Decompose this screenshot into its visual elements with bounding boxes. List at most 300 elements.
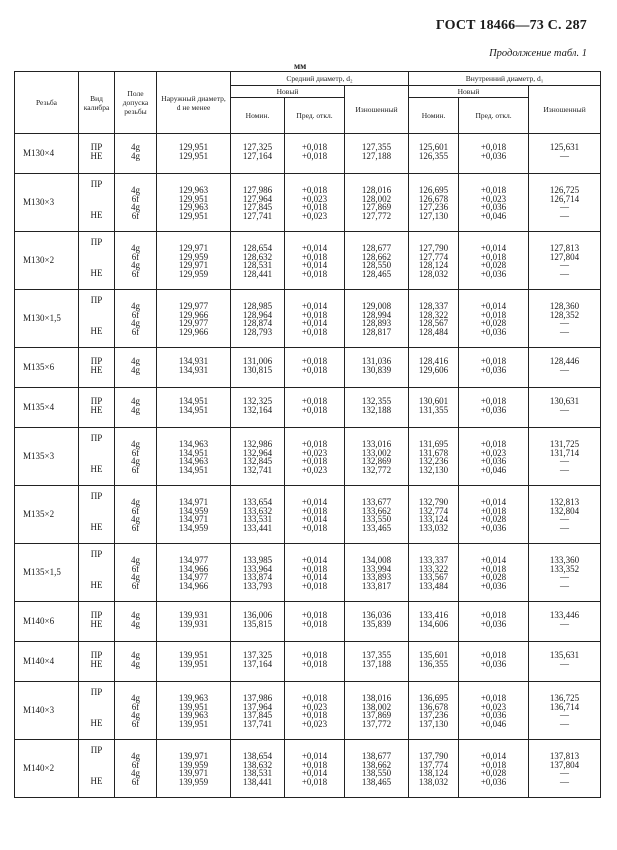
pitch-worn-cell (345, 682, 409, 740)
inner-worn-value: 133,360 (549, 555, 580, 565)
inner-worn-value: — (560, 364, 570, 375)
pitch-deviation-value: +0,018 (301, 580, 328, 591)
pitch-nominal-value: 133,531 (242, 514, 273, 524)
inner-worn-value: — (560, 514, 570, 524)
pitch-worn-value: 133,465 (361, 522, 392, 533)
pitch-nominal-value: 128,654 (242, 243, 273, 253)
pitch-nominal-value: 137,986 (242, 693, 273, 703)
gauge-type: ПР (90, 396, 103, 406)
inner-worn-cell (529, 428, 601, 486)
inner-worn-cell (529, 388, 601, 428)
tolerance-value: 6f (131, 268, 140, 279)
pitch-nominal-value: 133,874 (242, 572, 273, 582)
pitch-nominal-cell (231, 134, 285, 174)
inner-deviation-value: +0,014 (480, 301, 507, 311)
inner-worn-value: 131,714 (549, 447, 580, 458)
pitch-worn-value: 133,002 (361, 447, 392, 458)
inner-worn-value: — (560, 202, 570, 212)
pitch-nominal-value: 132,986 (242, 439, 273, 449)
inner-deviation-value: +0,014 (480, 555, 507, 565)
pitch-nominal-value: 133,985 (242, 555, 273, 565)
pitch-worn-value: 128,002 (361, 193, 392, 204)
pitch-nominal-value: 137,164 (242, 658, 273, 669)
outer-diameter-value: 139,951 (178, 658, 209, 669)
inner-worn-value: 132,813 (549, 497, 580, 507)
tolerance-value: 4g (131, 301, 140, 311)
inner-nominal-cell (409, 290, 459, 348)
gauge-type: ПР (90, 687, 103, 697)
pitch-worn-value: 135,839 (361, 618, 392, 629)
inner-nominal-value: 132,790 (418, 497, 449, 507)
pitch-worn-cell (345, 740, 409, 798)
inner-worn-cell (529, 290, 601, 348)
outer-diameter-value: 129,966 (178, 309, 209, 320)
pitch-deviation-cell (285, 134, 345, 174)
outer-diameter-value: 134,971 (178, 514, 209, 524)
gauge-type: ПР (90, 179, 103, 189)
inner-worn-cell (529, 682, 601, 740)
tolerance-value: 6f (131, 759, 140, 770)
col-outer-diameter: Наружный диаметр, d не менее (157, 72, 231, 134)
inner-worn-value: — (560, 326, 570, 337)
pitch-deviation-value: +0,018 (301, 439, 328, 449)
inner-deviation-value: +0,036 (480, 710, 507, 720)
pitch-nominal-cell (231, 232, 285, 290)
pitch-nominal-value: 138,654 (242, 751, 273, 761)
tolerance-value: 4g (131, 610, 140, 620)
pitch-worn-cell (345, 642, 409, 682)
pitch-deviation-value: +0,014 (301, 497, 328, 507)
gauge-type: НЕ (90, 658, 103, 669)
outer-diameter-value: 139,963 (178, 710, 209, 720)
inner-deviation-value: +0,036 (480, 268, 507, 279)
inner-deviation-cell (459, 740, 529, 798)
pitch-deviation-value: +0,018 (301, 364, 328, 375)
gauge-type: ПР (90, 610, 103, 620)
pitch-deviation-value: +0,018 (301, 202, 328, 212)
pitch-worn-value: 129,008 (361, 301, 392, 311)
pitch-nominal-value: 127,986 (242, 185, 273, 195)
inner-worn-value: — (560, 718, 570, 729)
table-body (15, 134, 601, 798)
inner-worn-value: 128,446 (549, 356, 580, 366)
inner-deviation-value: +0,036 (480, 202, 507, 212)
pitch-worn-value: 128,893 (361, 318, 392, 328)
inner-deviation-cell (459, 174, 529, 232)
thread-cell: M140×3 (15, 682, 79, 740)
outer-diameter-value: 129,959 (178, 251, 209, 262)
pitch-deviation-value: +0,014 (301, 751, 328, 761)
pitch-nominal-value: 127,164 (242, 150, 273, 161)
gauge-type: ПР (90, 356, 103, 366)
pitch-deviation-value: +0,014 (301, 514, 328, 524)
inner-deviation-value: +0,018 (480, 142, 507, 152)
pitch-nominal-value: 132,741 (242, 464, 273, 475)
inner-worn-cell (529, 134, 601, 174)
outer-diameter-value: 134,959 (178, 522, 209, 533)
inner-deviation-value: +0,036 (480, 326, 507, 337)
inner-worn-value: — (560, 768, 570, 778)
page-header: ГОСТ 18466—73 С. 287 (435, 18, 587, 33)
inner-nominal-cell (409, 682, 459, 740)
gauge-cell (79, 602, 115, 642)
inner-deviation-cell (459, 232, 529, 290)
inner-worn-value: 135,631 (549, 650, 580, 660)
pitch-worn-cell (345, 544, 409, 602)
inner-nominal-cell (409, 544, 459, 602)
pitch-worn-value: 132,869 (361, 456, 392, 466)
pitch-worn-value: 138,677 (361, 751, 392, 761)
inner-deviation-value: +0,018 (480, 693, 507, 703)
inner-deviation-value: +0,014 (480, 751, 507, 761)
tolerance-cell (115, 602, 157, 642)
pitch-nominal-value: 133,441 (242, 522, 273, 533)
outer-diameter-value: 139,931 (178, 610, 209, 620)
outer-diameter-value: 139,931 (178, 618, 209, 629)
gauge-type: НЕ (90, 150, 103, 161)
inner-deviation-value: +0,018 (480, 650, 507, 660)
inner-nominal-value: 128,032 (418, 268, 449, 279)
inner-nominal-value: 133,484 (418, 580, 449, 591)
pitch-nominal-cell (231, 740, 285, 798)
gauge-type: НЕ (90, 267, 103, 278)
inner-nominal-value: 131,695 (418, 439, 449, 449)
gauge-cell (79, 348, 115, 388)
inner-nominal-value: 133,322 (418, 563, 449, 574)
col-inner-diameter-group: Внутренний диаметр, d₁ (409, 72, 601, 86)
tolerance-value: 4g (131, 356, 140, 366)
inner-worn-value: — (560, 658, 570, 669)
inner-deviation-value: +0,028 (480, 318, 507, 328)
inner-worn-value: — (560, 618, 570, 629)
pitch-worn-cell (345, 428, 409, 486)
tolerance-value: 4g (131, 572, 140, 582)
pitch-nominal-value: 137,964 (242, 701, 273, 712)
outer-diameter-value: 134,931 (178, 364, 209, 375)
outer-diameter-value: 129,966 (178, 326, 209, 337)
inner-deviation-value: +0,018 (480, 759, 507, 770)
gauge-type: ПР (90, 433, 103, 443)
inner-nominal-cell (409, 428, 459, 486)
table-row (15, 348, 601, 388)
pitch-nominal-value: 127,964 (242, 193, 273, 204)
pitch-worn-cell (345, 174, 409, 232)
pitch-deviation-value: +0,018 (301, 618, 328, 629)
inner-nominal-value: 128,484 (418, 326, 449, 337)
inner-nominal-cell (409, 602, 459, 642)
pitch-worn-value: 132,772 (361, 464, 392, 475)
pitch-worn-value: 128,016 (361, 185, 392, 195)
inner-worn-cell (529, 174, 601, 232)
outer-diameter-cell (157, 174, 231, 232)
outer-diameter-value: 134,977 (178, 572, 209, 582)
outer-diameter-value: 129,959 (178, 268, 209, 279)
pitch-nominal-value: 128,985 (242, 301, 273, 311)
pitch-worn-value: 127,355 (361, 142, 392, 152)
gauge-type: ПР (90, 237, 103, 247)
inner-deviation-cell (459, 544, 529, 602)
outer-diameter-cell (157, 544, 231, 602)
pitch-nominal-value: 127,845 (242, 202, 273, 212)
table-row (15, 682, 601, 740)
inner-nominal-value: 138,124 (418, 768, 449, 778)
pitch-worn-value: 138,662 (361, 759, 392, 770)
pitch-deviation-value: +0,023 (301, 193, 328, 204)
inner-nominal-value: 130,601 (418, 396, 449, 406)
pitch-worn-cell (345, 602, 409, 642)
inner-nominal-value: 128,567 (418, 318, 449, 328)
pitch-deviation-value: +0,023 (301, 464, 328, 475)
inner-nominal-cell (409, 348, 459, 388)
inner-worn-value: 131,725 (549, 439, 580, 449)
tolerance-value: 4g (131, 150, 140, 161)
table-row (15, 388, 601, 428)
pitch-nominal-value: 138,441 (242, 776, 273, 787)
inner-nominal-cell (409, 388, 459, 428)
pitch-worn-value: 133,550 (361, 514, 392, 524)
inner-deviation-value: +0,036 (480, 580, 507, 591)
tolerance-value: 6f (131, 776, 140, 787)
outer-diameter-cell (157, 428, 231, 486)
gauge-type: ПР (90, 295, 103, 305)
gauge-cell (79, 232, 115, 290)
pitch-nominal-value: 138,531 (242, 768, 273, 778)
table-row (15, 428, 601, 486)
col-thread: Резьба (15, 72, 79, 134)
pitch-worn-value: 136,036 (361, 610, 392, 620)
outer-diameter-value: 139,951 (178, 718, 209, 729)
pitch-deviation-cell (285, 428, 345, 486)
pitch-deviation-value: +0,018 (301, 610, 328, 620)
inner-nominal-value: 126,355 (418, 150, 449, 161)
gauge-cell (79, 642, 115, 682)
inner-deviation-value: +0,036 (480, 364, 507, 375)
pitch-nominal-value: 133,793 (242, 580, 273, 591)
pitch-worn-value: 128,994 (361, 309, 392, 320)
pitch-nominal-value: 130,815 (242, 364, 273, 375)
inner-worn-cell (529, 348, 601, 388)
thread-cell: M130×4 (15, 134, 79, 174)
pitch-deviation-value: +0,018 (301, 658, 328, 669)
pitch-worn-value: 133,016 (361, 439, 392, 449)
thread-cell: M140×2 (15, 740, 79, 798)
outer-diameter-cell (157, 134, 231, 174)
tolerance-value: 4g (131, 260, 140, 270)
inner-nominal-value: 136,678 (418, 701, 449, 712)
thread-cell: M135×3 (15, 428, 79, 486)
outer-diameter-cell (157, 602, 231, 642)
tolerance-value: 6f (131, 251, 140, 262)
gauge-type: НЕ (90, 579, 103, 590)
tolerance-value: 6f (131, 464, 140, 475)
outer-diameter-value: 134,931 (178, 356, 209, 366)
inner-deviation-value: +0,018 (480, 439, 507, 449)
inner-worn-value: 137,804 (549, 759, 580, 770)
outer-diameter-cell (157, 290, 231, 348)
inner-nominal-value: 128,337 (418, 301, 449, 311)
table-row (15, 486, 601, 544)
gauge-cell (79, 740, 115, 798)
pitch-deviation-cell (285, 486, 345, 544)
table-row (15, 134, 601, 174)
pitch-worn-value: 138,550 (361, 768, 392, 778)
tolerance-value: 6f (131, 522, 140, 533)
gauge-type: НЕ (90, 325, 103, 336)
pitch-nominal-value: 133,964 (242, 563, 273, 574)
inner-nominal-value: 126,678 (418, 193, 449, 204)
table-row (15, 290, 601, 348)
pitch-worn-value: 138,465 (361, 776, 392, 787)
gauge-cell (79, 682, 115, 740)
inner-worn-value: 128,360 (549, 301, 580, 311)
tolerance-value: 4g (131, 497, 140, 507)
tolerance-cell (115, 290, 157, 348)
table-row (15, 602, 601, 642)
inner-worn-cell (529, 486, 601, 544)
pitch-deviation-value: +0,018 (301, 185, 328, 195)
tolerance-value: 4g (131, 142, 140, 152)
inner-nominal-value: 133,416 (418, 610, 449, 620)
outer-diameter-value: 129,951 (178, 142, 209, 152)
outer-diameter-value: 139,963 (178, 693, 209, 703)
col-tolerance: Поле допуска резьбы (115, 72, 157, 134)
pitch-deviation-value: +0,023 (301, 210, 328, 221)
thread-cell: M130×3 (15, 174, 79, 232)
thread-cell: M135×2 (15, 486, 79, 544)
tolerance-value: 4g (131, 618, 140, 629)
col-pitch-nominal: Номин. (231, 98, 285, 134)
inner-nominal-value: 136,355 (418, 658, 449, 669)
tolerance-cell (115, 174, 157, 232)
pitch-nominal-value: 136,006 (242, 610, 273, 620)
table-row (15, 174, 601, 232)
pitch-deviation-cell (285, 602, 345, 642)
inner-nominal-value: 127,790 (418, 243, 449, 253)
gauge-type: НЕ (90, 521, 103, 532)
inner-deviation-cell (459, 134, 529, 174)
inner-worn-value: 126,725 (549, 185, 580, 195)
inner-worn-value: 137,813 (549, 751, 580, 761)
inner-worn-value: — (560, 572, 570, 582)
outer-diameter-value: 134,966 (178, 580, 209, 591)
pitch-worn-value: 128,465 (361, 268, 392, 279)
pitch-worn-cell (345, 290, 409, 348)
gauge-type: НЕ (90, 775, 103, 786)
pitch-deviation-value: +0,014 (301, 260, 328, 270)
gauge-cell (79, 290, 115, 348)
gauge-cell (79, 388, 115, 428)
pitch-worn-value: 137,869 (361, 710, 392, 720)
tolerance-value: 4g (131, 693, 140, 703)
pitch-nominal-value: 137,845 (242, 710, 273, 720)
inner-deviation-value: +0,046 (480, 210, 507, 221)
tolerance-value: 6f (131, 309, 140, 320)
outer-diameter-value: 134,951 (178, 447, 209, 458)
pitch-deviation-cell (285, 290, 345, 348)
thread-cell: M140×4 (15, 642, 79, 682)
inner-deviation-cell (459, 682, 529, 740)
inner-deviation-value: +0,018 (480, 251, 507, 262)
inner-nominal-value: 133,337 (418, 555, 449, 565)
gauge-cell (79, 544, 115, 602)
inner-worn-value: 127,813 (549, 243, 580, 253)
pitch-nominal-cell (231, 486, 285, 544)
gauge-type: НЕ (90, 364, 103, 375)
pitch-nominal-value: 128,874 (242, 318, 273, 328)
col-pitch-worn: Изношенный (345, 86, 409, 134)
gauge-type: НЕ (90, 463, 103, 474)
pitch-deviation-value: +0,018 (301, 396, 328, 406)
outer-diameter-value: 139,951 (178, 701, 209, 712)
tolerance-value: 6f (131, 718, 140, 729)
inner-nominal-value: 127,236 (418, 202, 449, 212)
outer-diameter-value: 129,963 (178, 202, 209, 212)
pitch-deviation-cell (285, 232, 345, 290)
table-row (15, 544, 601, 602)
pitch-nominal-value: 138,632 (242, 759, 273, 770)
tolerance-cell (115, 740, 157, 798)
tolerance-cell (115, 388, 157, 428)
inner-nominal-cell (409, 134, 459, 174)
inner-nominal-value: 129,606 (418, 364, 449, 375)
outer-diameter-value: 134,951 (178, 464, 209, 475)
thread-cell: M135×4 (15, 388, 79, 428)
tolerance-value: 6f (131, 193, 140, 204)
pitch-deviation-cell (285, 740, 345, 798)
pitch-worn-value: 128,677 (361, 243, 392, 253)
inner-nominal-value: 137,790 (418, 751, 449, 761)
pitch-deviation-value: +0,018 (301, 356, 328, 366)
pitch-worn-value: 127,188 (361, 150, 392, 161)
inner-deviation-value: +0,014 (480, 243, 507, 253)
inner-worn-value: — (560, 268, 570, 279)
tolerance-cell (115, 486, 157, 544)
inner-deviation-value: +0,028 (480, 572, 507, 582)
pitch-nominal-value: 132,164 (242, 404, 273, 415)
pitch-worn-value: 134,008 (361, 555, 392, 565)
tolerance-value: 4g (131, 243, 140, 253)
pitch-nominal-value: 128,632 (242, 251, 273, 262)
outer-diameter-value: 134,963 (178, 439, 209, 449)
pitch-nominal-cell (231, 642, 285, 682)
gauge-cell (79, 174, 115, 232)
inner-deviation-value: +0,018 (480, 309, 507, 320)
pitch-deviation-value: +0,018 (301, 710, 328, 720)
pitch-nominal-value: 127,325 (242, 142, 273, 152)
pitch-deviation-value: +0,014 (301, 768, 328, 778)
pitch-worn-value: 137,772 (361, 718, 392, 729)
inner-worn-value: — (560, 210, 570, 221)
inner-deviation-value: +0,018 (480, 505, 507, 516)
tolerance-cell (115, 348, 157, 388)
pitch-deviation-value: +0,018 (301, 326, 328, 337)
gauge-cell (79, 486, 115, 544)
inner-deviation-value: +0,028 (480, 514, 507, 524)
pitch-nominal-value: 128,441 (242, 268, 273, 279)
pitch-deviation-cell (285, 174, 345, 232)
tolerance-value: 4g (131, 456, 140, 466)
col-pitch-deviation: Пред. откл. (285, 98, 345, 134)
tolerance-cell (115, 544, 157, 602)
inner-nominal-value: 131,678 (418, 447, 449, 458)
pitch-nominal-value: 137,325 (242, 650, 273, 660)
inner-worn-value: 125,631 (549, 142, 580, 152)
outer-diameter-value: 139,951 (178, 650, 209, 660)
inner-deviation-value: +0,028 (480, 768, 507, 778)
inner-deviation-value: +0,018 (480, 185, 507, 195)
inner-worn-value: — (560, 580, 570, 591)
tolerance-cell (115, 642, 157, 682)
